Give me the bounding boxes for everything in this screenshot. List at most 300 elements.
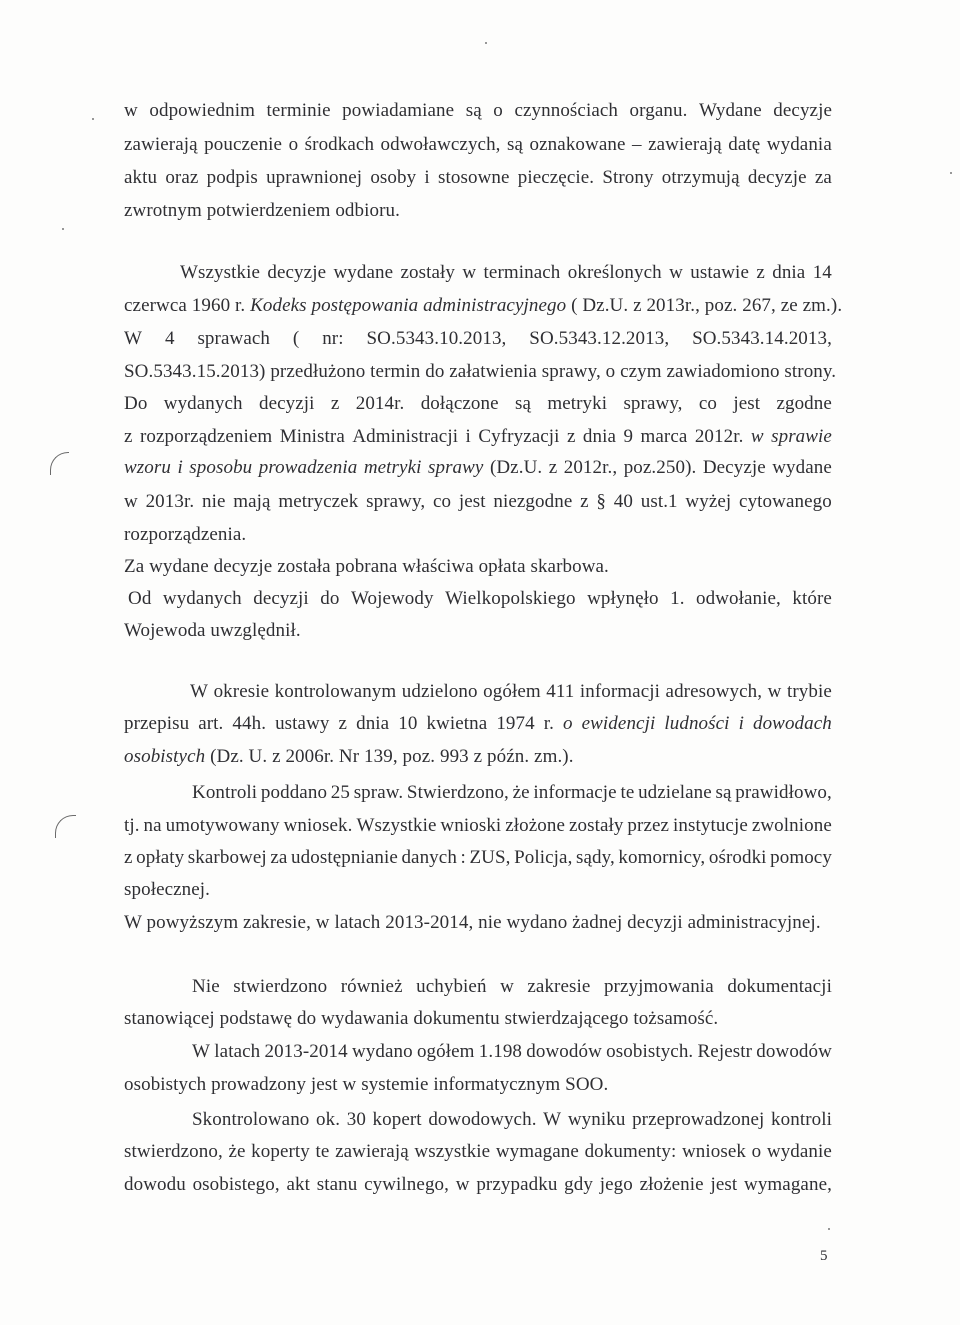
word: zostały: [568, 815, 624, 836]
text-line-content: [192, 1109, 832, 1131]
word: stwierdzono,: [124, 1141, 223, 1162]
italic-word: metryki: [363, 457, 422, 478]
text-line-content: [124, 134, 832, 156]
word: sprawach: [197, 328, 270, 349]
word: wnioski: [440, 815, 502, 836]
text-line-content: [124, 167, 832, 189]
text-line-content: [124, 556, 609, 577]
italic-citation: Kodeks postępowania administracyjnego: [250, 295, 567, 316]
text-line: [124, 491, 832, 513]
word: o: [751, 1141, 762, 1162]
italic-word: sposobu: [189, 457, 253, 478]
word: pomocy: [770, 847, 832, 868]
word: Strony: [602, 167, 654, 188]
word: że: [512, 782, 530, 803]
text-line: [124, 912, 821, 934]
text-line-content: [128, 588, 832, 610]
text-line: [124, 200, 400, 222]
word: o: [288, 134, 299, 155]
word: złożone: [505, 815, 566, 836]
word: koperty: [251, 1141, 310, 1162]
text-line-content: [124, 200, 400, 221]
punch-hole-mark-upper: [50, 452, 69, 475]
word: poz.250).: [623, 457, 697, 478]
word: ogółem: [416, 1041, 475, 1062]
word: co: [698, 393, 717, 414]
word: stanu: [316, 1174, 358, 1195]
word: decyzji: [253, 588, 309, 609]
word: są: [465, 100, 482, 121]
word: ośrodki: [708, 847, 767, 868]
word: w: [124, 100, 138, 121]
text-line: [192, 782, 832, 804]
word: Nie: [192, 976, 220, 997]
word: uchybień: [416, 976, 487, 997]
italic-word: sprawie: [771, 426, 832, 447]
italic-word: i: [738, 713, 744, 734]
text-line: [124, 1141, 832, 1163]
word: SO.5343.12.2013,: [529, 328, 670, 349]
text-line: [124, 879, 210, 901]
word: zgodne: [776, 393, 832, 414]
word: w: [462, 262, 477, 283]
word: dnia: [772, 262, 806, 283]
word: Administracji: [352, 426, 459, 447]
word: Do: [124, 393, 148, 414]
word: wydania: [766, 134, 832, 155]
text-line: [192, 1041, 832, 1063]
word: które: [792, 588, 832, 609]
text-line: [124, 713, 832, 735]
word: ZUS,: [469, 847, 511, 868]
word: danych: [401, 847, 457, 868]
word: terminie: [266, 100, 331, 121]
word: prawidłowo,: [735, 782, 832, 803]
word: za: [814, 167, 832, 188]
text-line-content: [124, 815, 832, 837]
word: osobistego,: [192, 1174, 280, 1195]
word: udzielono: [401, 681, 478, 702]
word: z: [124, 847, 133, 868]
word: tj.: [124, 815, 140, 836]
word: Decyzje: [702, 457, 766, 478]
word: r.: [543, 713, 554, 734]
text-line-content: [124, 328, 832, 350]
word: Policja,: [514, 847, 573, 868]
word: cytowanego: [739, 491, 832, 512]
text-line: [124, 361, 836, 383]
word: adresowych,: [665, 681, 763, 702]
word: oznakowane: [529, 134, 626, 155]
word: osoby: [370, 167, 417, 188]
scan-speck: [950, 172, 952, 174]
word: kopert: [372, 1109, 422, 1130]
word: osobistych.: [606, 1041, 694, 1062]
word: :: [460, 847, 466, 868]
text-line-content: [124, 457, 832, 479]
word: wniosek: [681, 1141, 747, 1162]
word: jego: [599, 1174, 633, 1195]
text-line: [124, 100, 832, 122]
word: i: [465, 426, 471, 447]
word: datę: [728, 134, 761, 155]
word: opłaty: [136, 847, 185, 868]
word: zakresie: [527, 976, 591, 997]
text-line-content: [124, 620, 301, 641]
word: 1974: [496, 713, 535, 734]
text-line: [124, 457, 832, 479]
word: odwoławczych,: [380, 134, 501, 155]
word: z: [124, 426, 133, 447]
text-line-content: [124, 361, 836, 382]
word: Wojewody: [350, 588, 434, 609]
word: decyzji: [258, 393, 315, 414]
word: 44h.: [232, 713, 267, 734]
text-line: [124, 847, 832, 869]
word: przypadku: [476, 1174, 558, 1195]
word: wyżej: [685, 491, 732, 512]
word: 1.: [670, 588, 685, 609]
word: złożenie: [639, 1174, 704, 1195]
word: Cyfryzacji: [478, 426, 560, 447]
word: jest: [458, 491, 486, 512]
text-line-content: [124, 295, 842, 316]
text-line: [124, 393, 832, 415]
text-line-content: [190, 681, 832, 703]
word: §: [596, 491, 607, 512]
word: trybie: [786, 681, 832, 702]
text-line: [124, 328, 832, 350]
italic-citation: osobistych: [124, 746, 206, 767]
text-line-content: [192, 782, 832, 804]
word: 10: [398, 713, 418, 734]
text-line: [124, 556, 609, 578]
word: zawierają: [124, 134, 198, 155]
text-line: [124, 134, 832, 156]
word: SO.5343.14.2013,: [692, 328, 832, 349]
word: dokumentacji: [727, 976, 832, 997]
word: w: [455, 1174, 470, 1195]
word: skarbowej: [187, 847, 267, 868]
word: jest: [710, 1174, 738, 1195]
text-line-content: [124, 1141, 832, 1163]
word: dowodowych.: [428, 1109, 537, 1130]
word: dnia: [582, 426, 617, 447]
word: spraw.: [353, 782, 404, 803]
word: aktu: [124, 167, 158, 188]
word: wydanie: [766, 1141, 832, 1162]
word: zawierają: [335, 1141, 409, 1162]
word: Od: [128, 588, 152, 609]
word: wydane: [333, 262, 394, 283]
word: środkach: [304, 134, 375, 155]
word: W: [192, 1041, 211, 1062]
word: i: [424, 167, 430, 188]
word: podpis: [206, 167, 258, 188]
word: 2012r.: [694, 426, 744, 447]
text-line: [124, 620, 301, 642]
word: Stwierdzono,: [406, 782, 509, 803]
word: sądy,: [576, 847, 615, 868]
text-line: [124, 524, 246, 546]
text-span: W powyższym zakresie, w latach 2013-2014, nie wydano żadnej decyzji administracyjnej.: [124, 912, 821, 933]
text-line: [180, 262, 832, 284]
word: 14: [812, 262, 832, 283]
italic-word: ewidencji: [581, 713, 656, 734]
word: latach: [214, 1041, 261, 1062]
text-line: [124, 1008, 718, 1030]
text-span: rozporządzenia.: [124, 524, 247, 545]
word: są: [715, 782, 732, 803]
text-span: Za wydane decyzje została pobrana właściwa opłata skarbowa.: [124, 556, 609, 577]
word: (Dz.U.: [489, 457, 543, 478]
word: gdy: [564, 1174, 593, 1195]
word: wydano: [351, 1041, 413, 1062]
word: sprawy,: [366, 491, 426, 512]
word: stosowne: [438, 167, 510, 188]
word: W: [190, 681, 209, 702]
word: Wszystkie: [180, 262, 261, 283]
text-line-content: [124, 912, 821, 933]
word: 2014r.: [355, 393, 405, 414]
word: informacje: [533, 782, 617, 803]
word: uprawnionej: [266, 167, 363, 188]
scan-speck: [92, 118, 94, 120]
word: również: [340, 976, 403, 997]
text-span: społecznej.: [124, 879, 211, 900]
word: dowodu: [124, 1174, 186, 1195]
word: art.: [198, 713, 224, 734]
text-line: [192, 976, 832, 998]
word: pouczenie: [204, 134, 283, 155]
word: w: [669, 262, 683, 283]
italic-word: ludności: [664, 713, 730, 734]
italic-word: w: [750, 426, 764, 447]
word: na: [143, 815, 162, 836]
word: 25: [330, 782, 350, 803]
word: 411: [546, 681, 575, 702]
word: okresie: [213, 681, 270, 702]
word: z: [548, 457, 558, 478]
page-number: 5: [820, 1248, 828, 1264]
word: są: [507, 134, 524, 155]
text-line-content: [124, 879, 210, 900]
word: wymagane: [495, 1141, 579, 1162]
word: rozporządzeniem: [139, 426, 273, 447]
word: cywilnego,: [364, 1174, 449, 1195]
word: metryki: [547, 393, 608, 414]
word: wszystkie: [414, 1141, 491, 1162]
word: odwołanie,: [696, 588, 781, 609]
word: z: [756, 262, 765, 283]
word: 2013r.: [145, 491, 195, 512]
word: dowodów: [526, 1041, 602, 1062]
word: odpowiednim: [149, 100, 255, 121]
word: w: [767, 681, 782, 702]
word: że: [228, 1141, 246, 1162]
scan-speck: [485, 42, 487, 44]
word: pieczęcie.: [517, 167, 595, 188]
text-line-content: [124, 491, 832, 513]
word: czynnościach: [514, 100, 618, 121]
word: wydane: [772, 457, 832, 478]
word: z: [338, 713, 348, 734]
word: są: [514, 393, 531, 414]
word: wydanych: [163, 393, 243, 414]
word: przez: [627, 815, 670, 836]
word: ust.1: [640, 491, 678, 512]
word: decyzje: [747, 167, 807, 188]
scan-speck: [62, 228, 64, 230]
text-line-content: [192, 1041, 832, 1063]
scan-speck: [828, 1228, 830, 1230]
word: kwietna: [426, 713, 488, 734]
word: z: [330, 393, 340, 414]
word: decyzje: [773, 100, 832, 121]
word: Kontroli: [192, 782, 258, 803]
text-line-content: [124, 393, 832, 415]
word: sprawy,: [623, 393, 683, 414]
italic-word: wzoru: [124, 457, 171, 478]
word: wymagane,: [744, 1174, 832, 1195]
word: w: [500, 976, 514, 997]
text-line-content: [124, 426, 832, 448]
text-line: [124, 746, 574, 768]
word: do: [320, 588, 340, 609]
text-line-content: [124, 1174, 832, 1196]
text-line: [192, 1109, 832, 1131]
word: powiadamiane: [342, 100, 455, 121]
word: niezgodne: [493, 491, 573, 512]
text-line-content: [124, 100, 832, 122]
word: zostały: [400, 262, 456, 283]
word: nie: [201, 491, 226, 512]
text-line: [190, 681, 832, 703]
text-line: [124, 167, 832, 189]
word: Wydane: [698, 100, 762, 121]
word: udzielane: [638, 782, 712, 803]
word: Skontrolowano: [192, 1109, 310, 1130]
word: umotywowany: [165, 815, 280, 836]
text-line: [124, 426, 832, 448]
word: dokumenty:: [584, 1141, 677, 1162]
word: udostępnianie: [291, 847, 398, 868]
word: dnia: [356, 713, 390, 734]
word: w: [124, 491, 138, 512]
word: Rejestr: [697, 1041, 753, 1062]
word: (: [292, 328, 300, 349]
word: te: [620, 782, 635, 803]
word: mają: [233, 491, 271, 512]
word: dołączone: [420, 393, 499, 414]
word: marca: [640, 426, 688, 447]
text-line-content: [124, 746, 574, 767]
text-line-content: [124, 1074, 608, 1095]
word: 1.198: [478, 1041, 523, 1062]
word: określonych: [567, 262, 662, 283]
word: wyniku: [567, 1109, 626, 1130]
text-line: [124, 1074, 608, 1096]
word: kontrolowanym: [274, 681, 397, 702]
word: Ministra: [279, 426, 345, 447]
italic-word: i: [177, 457, 183, 478]
text-span: osobistych prowadzony jest w systemie informatycznym SOO.: [124, 1074, 609, 1095]
word: jest: [733, 393, 761, 414]
word: za: [270, 847, 288, 868]
word: otrzymują: [661, 167, 740, 188]
word: przyjmowania: [603, 976, 714, 997]
word: 4: [164, 328, 175, 349]
word: 40: [613, 491, 633, 512]
word: Wszystkie: [356, 815, 437, 836]
text-line-content: [192, 976, 832, 998]
text-line-content: [124, 713, 832, 735]
word: 2012r.,: [563, 457, 618, 478]
word: stwierdzono: [233, 976, 328, 997]
word: akt: [286, 1174, 310, 1195]
italic-word: sprawy: [427, 457, 484, 478]
word: informacji: [579, 681, 661, 702]
text-line-content: [180, 262, 832, 284]
text-line: [124, 295, 842, 317]
word: ok.: [316, 1109, 341, 1130]
word: SO.5343.10.2013,: [366, 328, 507, 349]
word: zawierają: [648, 134, 722, 155]
italic-word: prowadzenia: [258, 457, 358, 478]
text-span: stanowiącej podstawę do wydawania dokumentu stwierdzającego tożsamość.: [124, 1008, 719, 1029]
text-span: SO.5343.15.2013) przedłużono termin do załatwienia sprawy, o czym zawiadomiono strony.: [124, 361, 837, 382]
word: organu.: [629, 100, 688, 121]
word: 2013-2014: [264, 1041, 348, 1062]
word: z: [566, 426, 576, 447]
word: co: [432, 491, 452, 512]
word: przeprowadzonej: [632, 1109, 765, 1130]
word: o: [493, 100, 503, 121]
text-line-content: [124, 847, 832, 869]
word: 9: [623, 426, 634, 447]
text-line-content: [124, 1008, 718, 1029]
text-line: [124, 1174, 832, 1196]
word: kontroli: [771, 1109, 832, 1130]
word: poddano: [260, 782, 328, 803]
word: Wielkopolskiego: [445, 588, 576, 609]
text-span: Wojewoda uwzględnił.: [124, 620, 301, 641]
text-span: czerwca 1960 r.: [124, 295, 251, 316]
word: ogółem: [483, 681, 541, 702]
word: wydanych: [162, 588, 242, 609]
word: komornicy,: [618, 847, 706, 868]
word: metryczek: [278, 491, 359, 512]
italic-word: dowodach: [752, 713, 832, 734]
word: ustawie: [690, 262, 749, 283]
word: ustawy: [275, 713, 330, 734]
word: W: [543, 1109, 562, 1130]
text-span: (Dz. U. z 2006r. Nr 139, poz. 993 z późn. zm.).: [205, 746, 574, 767]
word: wpłynęło: [587, 588, 659, 609]
word: te: [315, 1141, 330, 1162]
text-span: zwrotnym potwierdzeniem odbioru.: [124, 200, 400, 221]
word: nr:: [322, 328, 344, 349]
word: wniosek.: [283, 815, 353, 836]
word: zwolnione: [751, 815, 832, 836]
word: przepisu: [124, 713, 190, 734]
text-span: ( Dz.U. z 2013r., poz. 267, ze zm.).: [566, 295, 843, 316]
word: 30: [346, 1109, 366, 1130]
word: decyzje: [267, 262, 327, 283]
punch-hole-mark-lower: [55, 815, 76, 838]
word: terminach: [483, 262, 561, 283]
word: dowodów: [756, 1041, 832, 1062]
